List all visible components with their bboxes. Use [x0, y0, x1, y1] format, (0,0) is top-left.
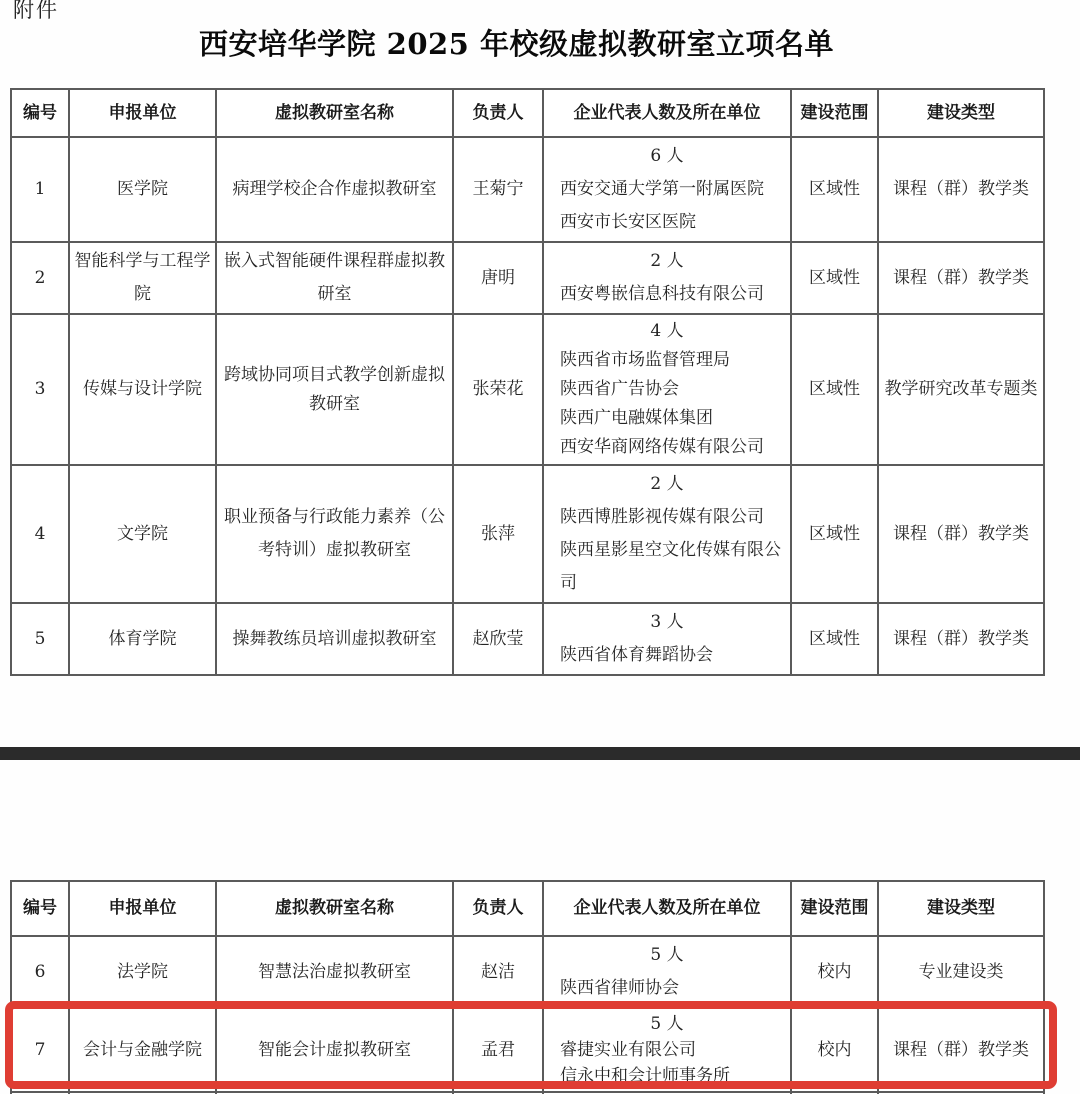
company-name: 陕西省市场监督管理局 — [560, 350, 730, 370]
page-title: 西安培华学院 2025 年校级虚拟教研室立项名单 — [199, 27, 834, 61]
table-header-row — [11, 89, 1044, 137]
header-type: 建设类型 — [878, 89, 1044, 137]
room-name-cell: 智慧法治虚拟教研室 — [216, 936, 453, 1008]
companies-cell — [543, 936, 791, 1008]
companies-cell — [543, 137, 791, 242]
project-table-page2 — [10, 880, 1045, 1094]
table-row — [11, 137, 1044, 242]
header-scope: 建设范围 — [791, 89, 878, 137]
unit-cell: 医学院 — [69, 137, 216, 242]
row-number-cell: 5 — [11, 603, 69, 675]
row-number-cell: 7 — [11, 1008, 69, 1092]
rep-count: 5 人 — [650, 1014, 684, 1034]
page-break-bar — [0, 747, 1080, 760]
room-name-cell: 智能会计虚拟教研室 — [216, 1008, 453, 1092]
header-unit: 申报单位 — [69, 89, 216, 137]
rep-count: 5 人 — [650, 945, 684, 965]
table-row — [11, 314, 1044, 465]
header-leader: 负责人 — [453, 89, 543, 137]
type-cell: 教学研究改革专题类 — [878, 314, 1044, 465]
company-name: 陕西博胜影视传媒有限公司 — [560, 507, 764, 527]
scope-cell: 区域性 — [791, 242, 878, 314]
leader-cell: 王菊宁 — [453, 137, 543, 242]
leader-cell: 唐明 — [453, 242, 543, 314]
company-name: 陕西星影星空文化传媒有限公司 — [560, 540, 781, 593]
leader-cell: 赵洁 — [453, 936, 543, 1008]
companies-cell — [543, 1008, 791, 1092]
header-unit: 申报单位 — [69, 881, 216, 936]
type-cell: 专业建设类 — [878, 936, 1044, 1008]
type-cell: 课程（群）教学类 — [878, 242, 1044, 314]
companies-cell — [543, 314, 791, 465]
company-name: 西安华商网络传媒有限公司 — [560, 437, 764, 457]
row-number-cell: 2 — [11, 242, 69, 314]
header-companies: 企业代表人数及所在单位 — [543, 881, 791, 936]
row-number-cell: 1 — [11, 137, 69, 242]
type-cell: 课程（群）教学类 — [878, 465, 1044, 603]
leader-cell: 孟君 — [453, 1008, 543, 1092]
rep-count: 2 人 — [650, 474, 684, 494]
company-name: 陕西广电融媒体集团 — [560, 408, 713, 428]
unit-cell: 智能科学与工程学院 — [69, 242, 216, 314]
attachment-label: 附件 — [13, 0, 59, 22]
project-table-page1 — [10, 88, 1045, 676]
company-name: 陕西省广告协会 — [560, 379, 679, 399]
header-id: 编号 — [11, 89, 69, 137]
scope-cell: 区域性 — [791, 137, 878, 242]
company-name: 睿捷实业有限公司 — [560, 1040, 696, 1060]
table-row-highlighted — [11, 1008, 1044, 1092]
rep-count: 3 人 — [650, 612, 684, 632]
row-number-cell: 6 — [11, 936, 69, 1008]
company-name: 西安粤嵌信息科技有限公司 — [560, 284, 764, 304]
unit-cell: 法学院 — [69, 936, 216, 1008]
row-number-cell: 4 — [11, 465, 69, 603]
type-cell: 课程（群）教学类 — [878, 137, 1044, 242]
companies-cell — [543, 465, 791, 603]
scope-cell: 区域性 — [791, 465, 878, 603]
companies-cell — [543, 242, 791, 314]
leader-cell: 张萍 — [453, 465, 543, 603]
leader-cell: 张荣花 — [453, 314, 543, 465]
scope-cell: 区域性 — [791, 314, 878, 465]
type-cell: 课程（群）教学类 — [878, 1008, 1044, 1092]
room-name-cell: 病理学校企合作虚拟教研室 — [216, 137, 453, 242]
header-companies: 企业代表人数及所在单位 — [543, 89, 791, 137]
rep-count: 2 人 — [650, 251, 684, 271]
leader-cell: 赵欣莹 — [453, 603, 543, 675]
header-scope: 建设范围 — [791, 881, 878, 936]
rep-count: 6 人 — [650, 146, 684, 166]
table-row — [11, 603, 1044, 675]
header-room-name: 虚拟教研室名称 — [216, 89, 453, 137]
scope-cell: 校内 — [791, 936, 878, 1008]
company-name: 陕西省体育舞蹈协会 — [560, 645, 713, 665]
table-row — [11, 936, 1044, 1008]
room-name-cell: 职业预备与行政能力素养（公考特训）虚拟教研室 — [216, 465, 453, 603]
header-leader: 负责人 — [453, 881, 543, 936]
unit-cell: 会计与金融学院 — [69, 1008, 216, 1092]
table-row — [11, 242, 1044, 314]
header-room-name: 虚拟教研室名称 — [216, 881, 453, 936]
scope-cell: 区域性 — [791, 603, 878, 675]
company-name: 陕西省律师协会 — [560, 978, 679, 998]
table-row — [11, 465, 1044, 603]
header-type: 建设类型 — [878, 881, 1044, 936]
unit-cell: 体育学院 — [69, 603, 216, 675]
company-name: 信永中和会计师事务所 — [560, 1066, 730, 1086]
companies-cell — [543, 603, 791, 675]
room-name-cell: 跨域协同项目式教学创新虚拟教研室 — [216, 314, 453, 465]
rep-count: 4 人 — [650, 321, 684, 341]
unit-cell: 传媒与设计学院 — [69, 314, 216, 465]
header-id: 编号 — [11, 881, 69, 936]
type-cell: 课程（群）教学类 — [878, 603, 1044, 675]
company-name: 西安交通大学第一附属医院 — [560, 179, 764, 199]
company-name: 西安市长安区医院 — [560, 212, 696, 232]
scope-cell: 校内 — [791, 1008, 878, 1092]
row-number-cell: 3 — [11, 314, 69, 465]
table-header-row — [11, 881, 1044, 936]
room-name-cell: 嵌入式智能硬件课程群虚拟教研室 — [216, 242, 453, 314]
unit-cell: 文学院 — [69, 465, 216, 603]
room-name-cell: 操舞教练员培训虚拟教研室 — [216, 603, 453, 675]
